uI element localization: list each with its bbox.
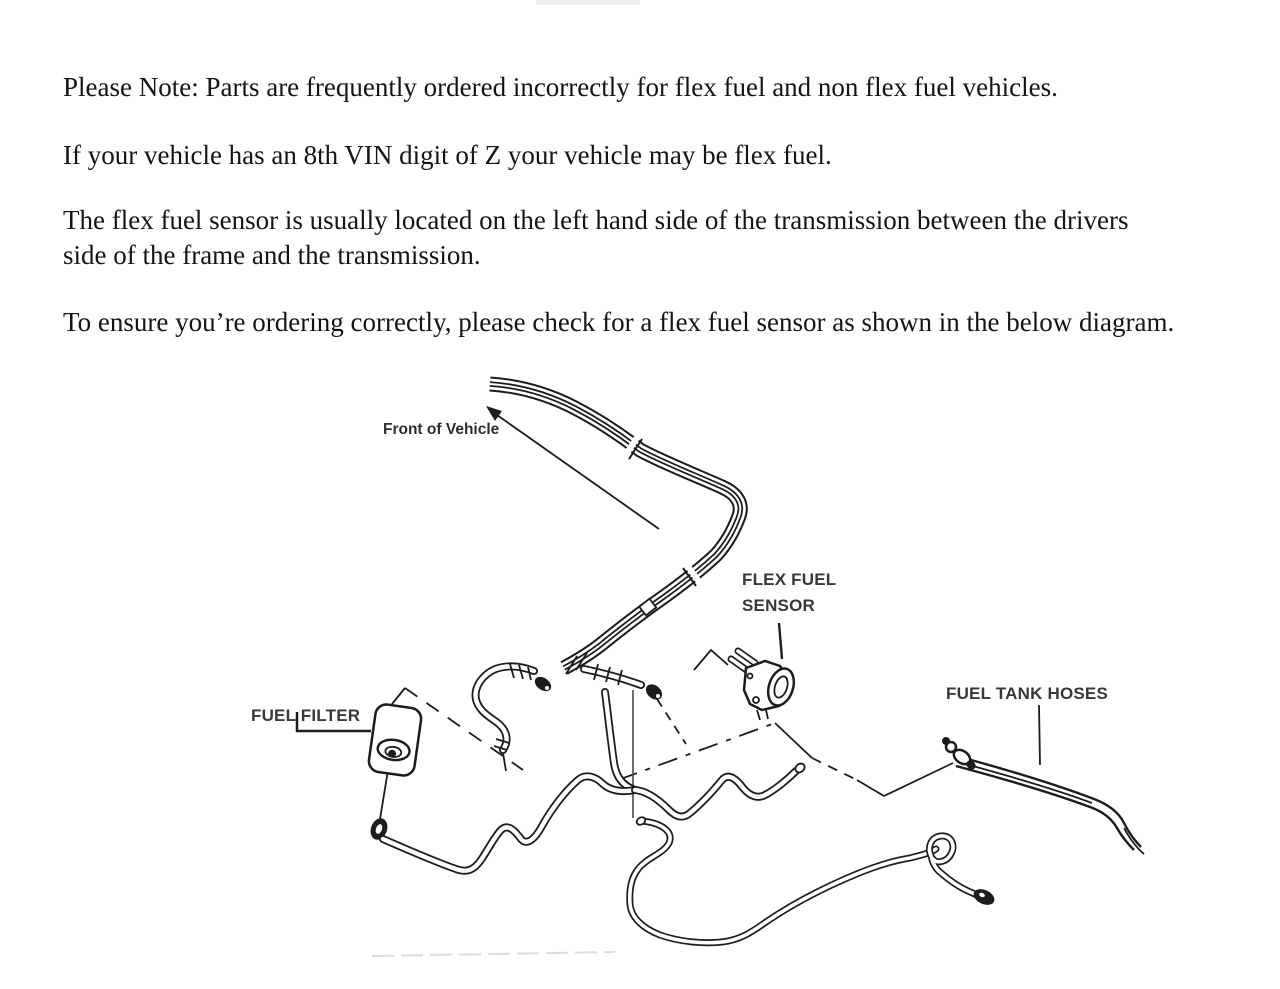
note-paragraph-4: To ensure you’re ordering correctly, please check for a flex fuel sensor as shown in the below diagram. — [63, 307, 1175, 337]
note-paragraph-3-line-2: side of the frame and the transmission. — [63, 240, 481, 270]
front-of-vehicle-arrow — [486, 406, 659, 529]
fuel-tank-hoses-label: FUEL TANK HOSES — [946, 684, 1108, 703]
faint-artifact-line — [372, 952, 615, 956]
bottom-fuel-hose — [630, 816, 997, 943]
note-paragraph-2: If your vehicle has an 8th VIN digit of Z your vehicle may be flex fuel. — [63, 140, 832, 170]
flex-fuel-sensor-label — [742, 567, 836, 619]
fuel-filter-label: FUEL FILTER — [251, 706, 361, 725]
fuel-tank-hoses-leader-line — [1039, 705, 1040, 765]
fuel-tank-hoses-drawing — [942, 705, 1144, 854]
mid-fuel-line — [368, 762, 807, 871]
flex-fuel-sensor-leader-line — [779, 623, 782, 659]
flex-fuel-sensor-label-line1: FLEX FUEL — [742, 570, 837, 589]
dashed-reference-lines — [392, 650, 953, 796]
fuel-line-bundle — [490, 384, 740, 668]
note-paragraph-3-line-1: The flex fuel sensor is usually located on the left hand side of the transmission between the drivers — [63, 205, 1129, 235]
bottom-hose-end-connector — [971, 886, 997, 908]
front-of-vehicle-label: Front of Vehicle — [383, 421, 500, 438]
flex-fuel-sensor-drawing — [731, 623, 798, 720]
center-hose-junction — [476, 653, 666, 790]
note-paragraph-1: Please Note: Parts are frequently ordered incorrectly for flex fuel and non flex fuel vehicles. — [63, 72, 1058, 102]
arrowhead-icon — [486, 406, 502, 421]
flex-fuel-sensor-label-line2: SENSOR — [742, 596, 815, 615]
